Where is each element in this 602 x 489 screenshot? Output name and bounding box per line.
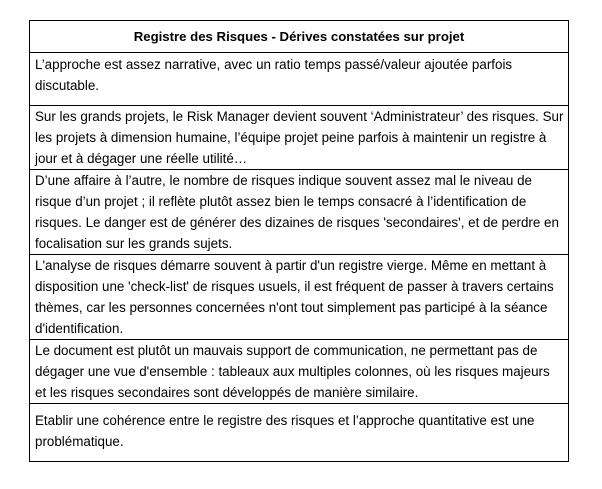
table-cell-text: D’une affaire à l’autre, le nombre de risques indique souvent assez mal le niveau de risque d’un projet ; il reflète plutôt assez bien le temps consacré à l’identification de risques. Le danger est de générer des dizaines de risques 'secondaires', et de perdre en focalisation sur les grands sujets. [30, 170, 569, 255]
table-header-row [30, 21, 569, 53]
table-row [30, 340, 569, 404]
table-cell-text: L'analyse de risques démarre souvent à partir d'un registre vierge. Même en mettant à disposition une 'check-list' de risques usuels, il est fréquent de passer à travers certains thèmes, car les personnes concernées n'ont tout simplement pas participé à la séance d'identification. [30, 255, 569, 340]
table-title: Registre des Risques - Dérives constatées sur projet [30, 21, 569, 53]
table-row [30, 170, 569, 255]
risk-register-table [29, 20, 569, 462]
table-cell-text: Etablir une cohérence entre le registre des risques et l’approche quantitative est une problématique. [30, 404, 569, 462]
table-row [30, 404, 569, 462]
table-row [30, 106, 569, 170]
table-row [30, 255, 569, 340]
table-cell-text: Sur les grands projets, le Risk Manager devient souvent ‘Administrateur’ des risques. Sur les projets à dimension humaine, l’équipe projet peine parfois à maintenir un registre à jour et à dégager une réelle utilité… [30, 106, 569, 170]
table-row [30, 53, 569, 106]
table-cell-text: Le document est plutôt un mauvais support de communication, ne permettant pas de dégager une vue d'ensemble : tableaux aux multiples colonnes, où les risques majeurs et les risques secondaires sont développés de manière similaire. [30, 340, 569, 404]
table-cell-text: L’approche est assez narrative, avec un ratio temps passé/valeur ajoutée parfois discutable. [30, 53, 569, 106]
